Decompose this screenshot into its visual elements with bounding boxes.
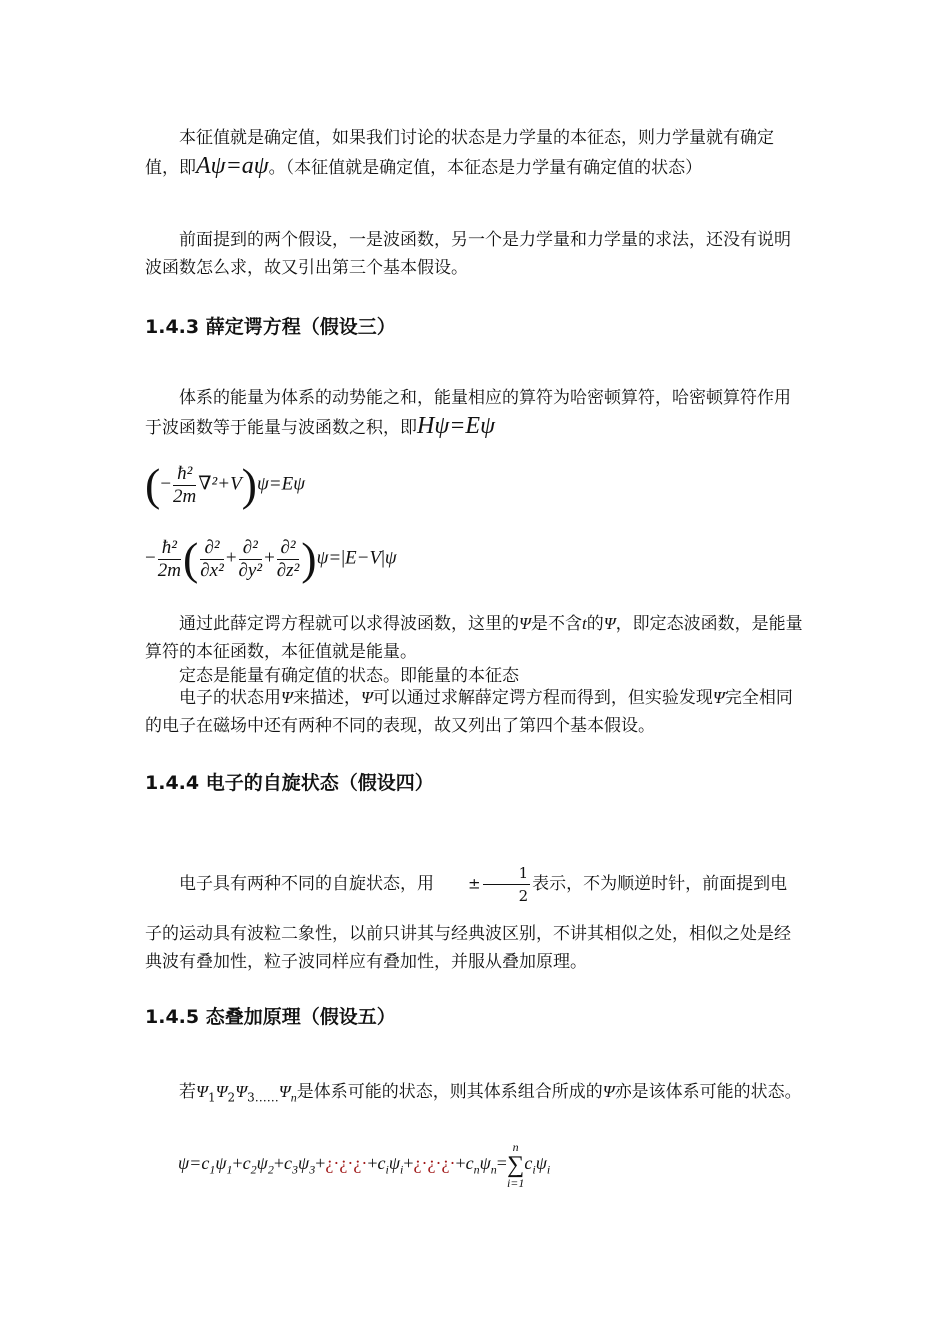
- paragraph-stationary-wavefunction: 通过此薛定谔方程就可以求得波函数，这里的Ψ是不含t的Ψ，即定态波函数，是能量算符的本征函数，本征值就是能量。: [145, 614, 803, 662]
- paragraph-third-postulate-intro: 前面提到的两个假设，一是波函数，另一个是力学量和力学量的求法，还没有说明波函数怎么求，故又引出第三个基本假设。: [145, 230, 791, 278]
- paragraph-superposition: 若$\Psi_1\Psi_2\Psi_{3\dots\dots}\Psi_n$是体系可能的状态，则其体系组合所成的Ψ亦是该体系可能的状态。: [179, 1082, 802, 1105]
- heading-1-4-3: 1.4.3 薛定谔方程（假设三）: [145, 316, 396, 338]
- eigenvalue-text: 本征值就是确定值，如果我们讨论的状态是力学量的本征态，则力学量就有确定值，即: [145, 128, 774, 178]
- schrodinger-operator-equation: (− $\frac{\text{ħ²}}{2m}$ ∇²+V)ψ=Eψ: [145, 459, 306, 510]
- superposition-equation: $\psi=c_1\psi_1+c_2\psi_2+c_3\psi_3+¿\cdot¿\cdot¿\cdot+c_i\psi_i+¿\cdot¿\cdot¿\cdot+c_n\psi_n=$ n ∑ i=1 $c_i\psi_i$: [178, 1140, 551, 1190]
- heading-1-4-4: 1.4.4 电子的自旋状态（假设四）: [145, 772, 434, 794]
- eigenvalue-note: 。（本征值就是确定值，本征态是力学量有确定值的状态）: [268, 158, 703, 178]
- paragraph-hamiltonian: 体系的能量为体系的动势能之和，能量相应的算符为哈密顿算符，哈密顿算符作用于波函数等于能量与波函数之积，即Hψ=Eψ: [145, 388, 791, 439]
- paragraph-spin: 电子具有两种不同的自旋状态，用 ± $\frac{1}{2}$ 表示，不为顺逆时针，前面提到电: [179, 864, 788, 905]
- paragraph-eigenvalue: [145, 124, 807, 182]
- heading-1-4-5: 1.4.5 态叠加原理（假设五）: [145, 1006, 396, 1028]
- paragraph-wave-particle: 子的运动具有波粒二象性，以前只讲其与经典波区别，不讲其相似之处，相似之处是经典波有叠加性，粒子波同样应有叠加性，并服从叠加原理。: [145, 924, 791, 972]
- paragraph-stationary-state: 定态是能量有确定值的状态。即能量的本征态: [179, 666, 519, 686]
- eigen-equation: Aψ=aψ: [196, 153, 269, 179]
- schrodinger-cartesian-equation: − $\frac{\text{ħ²}}{2m}$ ( $\frac{\text{∂²}}{\text{∂x²}}$ + $\frac{\text{∂²}}{\text{∂y²}}$ + $\frac{\text{∂²}}{\text{∂z²}}$ )ψ=|E−V|ψ: [145, 533, 397, 584]
- paragraph-fourth-postulate-intro: 电子的状态用Ψ来描述，Ψ可以通过求解薛定谔方程而得到，但实验发现Ψ完全相同的电子在磁场中还有两种不同的表现，故又列出了第四个基本假设。: [145, 688, 793, 736]
- hamiltonian-equation: Hψ=Eψ: [417, 413, 495, 439]
